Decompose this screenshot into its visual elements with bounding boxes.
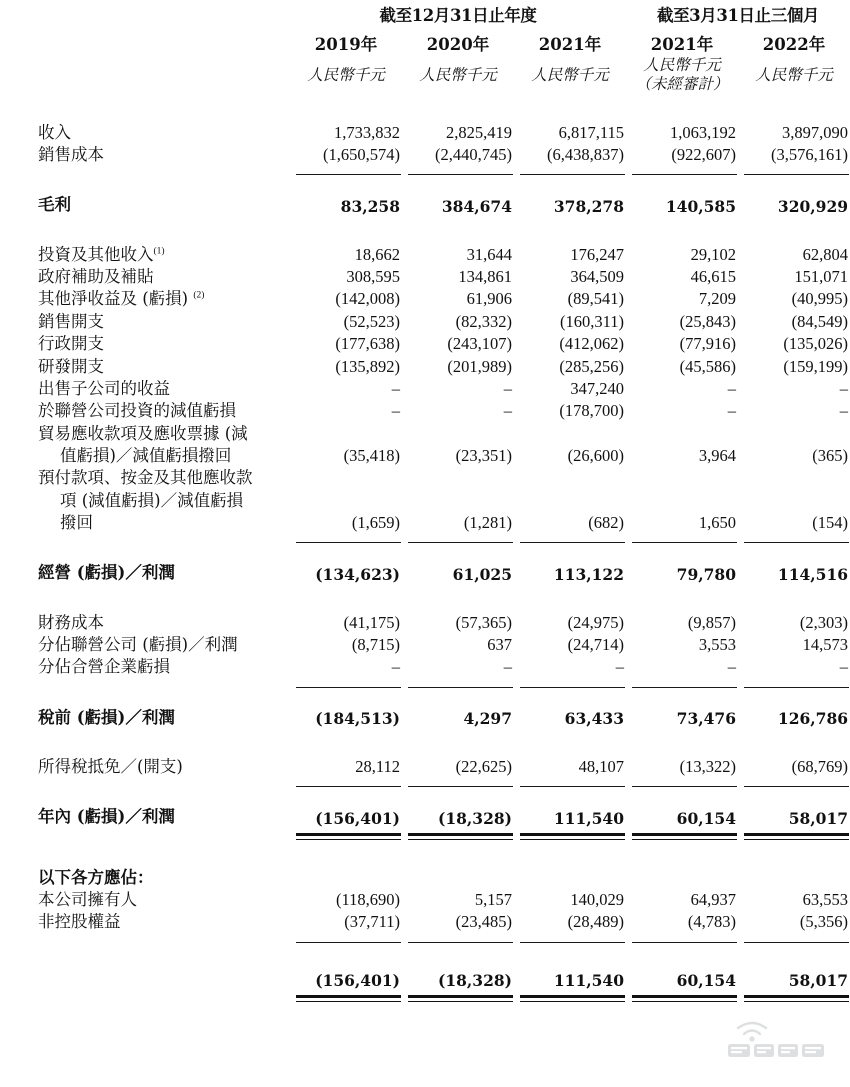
cell-value: (178,700) <box>559 401 624 421</box>
total-rule-net-profit <box>38 829 850 840</box>
row-label <box>38 467 290 534</box>
cell-value: 3,553 <box>698 634 736 654</box>
cell-value: (28,489) <box>567 912 624 932</box>
header-year-row <box>38 31 850 56</box>
cell-value: 48,107 <box>578 756 624 776</box>
cell-value: 5,157 <box>474 890 512 909</box>
cell-value: 126,786 <box>777 708 849 728</box>
cell-value: 140,585 <box>665 196 736 216</box>
cell-value: (142,008) <box>335 289 400 309</box>
cell-value: (52,523) <box>343 311 400 331</box>
row-label: 以下各方應佔： <box>38 867 154 887</box>
table-row-cost-of-sales <box>38 144 850 166</box>
row-label: 分佔合營企業虧損 <box>38 657 170 677</box>
header-corner-blank <box>38 0 290 31</box>
spacer-after-gross-profit <box>38 217 850 244</box>
cell-value: (4,783) <box>687 912 736 932</box>
cell-value: (84,549) <box>791 311 849 331</box>
cell-value: 2,825,419 <box>446 122 512 142</box>
header-group-quarterly: 截至3月31日止三個月 <box>656 6 820 25</box>
spacer-before-operating <box>38 543 850 562</box>
cell-value: (45,586) <box>679 356 736 376</box>
header-unit-2021-annual <box>514 56 626 95</box>
cell-value: (89,541) <box>567 289 624 309</box>
row-label-line1: 預付款項、按金及其他應收款 <box>38 468 253 488</box>
cell-value: (35,418) <box>343 445 400 465</box>
header-unit-text: 人民幣千元 <box>307 66 385 84</box>
table-row-profit-before-tax <box>38 707 850 729</box>
table-row-net-profit <box>38 806 850 828</box>
table-row-non-controlling-interests <box>38 911 850 933</box>
cell-value: 134,861 <box>458 267 512 287</box>
row-label: 銷售成本 <box>38 145 104 165</box>
cell-value: – <box>839 378 849 398</box>
cell-value: (1,650,574) <box>323 145 400 165</box>
subtotal-rule-operating <box>38 534 850 543</box>
row-label: 收入 <box>38 122 71 142</box>
double-rule-line <box>632 995 737 1001</box>
cell-value: 308,595 <box>346 267 400 287</box>
row-label: 研發開支 <box>38 356 104 376</box>
header-unit-2020 <box>402 56 514 95</box>
spacer-before-gross-profit <box>38 175 850 194</box>
cell-value: 111,540 <box>553 808 624 828</box>
cell-value: 176,247 <box>570 244 624 264</box>
header-year-2019: 2019年 <box>314 35 378 54</box>
cell-value: – <box>727 401 736 421</box>
spacer-after-header <box>38 95 850 122</box>
header-unit-blank <box>38 56 290 95</box>
cell-value: 61,025 <box>452 564 512 584</box>
cell-value: 14,573 <box>802 634 849 654</box>
cell-value: (201,989) <box>447 356 512 376</box>
row-label: 行政開支 <box>38 334 104 354</box>
cell-value: (156,401) <box>315 970 400 990</box>
cell-value: 3,897,090 <box>782 122 849 142</box>
cell-value: (40,995) <box>791 289 849 309</box>
cell-value: (1,659) <box>351 512 400 532</box>
row-label: 政府補助及補貼 <box>38 267 154 287</box>
row-label <box>38 970 290 991</box>
spacer-before-attribution <box>38 840 850 867</box>
income-statement-table <box>38 0 850 1002</box>
table-row-government-grants <box>38 266 850 288</box>
row-label: 經營 (虧損)／利潤 <box>38 563 175 583</box>
cell-value: (25,843) <box>679 311 736 331</box>
cell-value: 6,817,115 <box>558 122 624 142</box>
header-group-row <box>38 0 850 31</box>
table-row-share-of-joint-ventures <box>38 656 850 678</box>
cell-value: (5,356) <box>799 912 849 932</box>
row-label: 分佔聯營公司 (虧損)／利潤 <box>38 634 238 654</box>
cell-value: (3,576,161) <box>771 145 849 165</box>
cell-value: 1,650 <box>698 512 736 532</box>
cell-value: 28,112 <box>355 756 400 776</box>
cell-value: (1,281) <box>463 512 512 532</box>
double-rule-line <box>520 995 625 1001</box>
cell-value: 114,516 <box>777 564 849 584</box>
header-year-2022-q1: 2022年 <box>762 35 826 54</box>
header-group-annual: 截至12月31日止年度 <box>379 6 537 25</box>
row-label-line3: 撥回 <box>60 512 93 532</box>
header-unit-text: 人民幣千元 <box>755 66 833 84</box>
cell-value: (23,485) <box>455 912 512 932</box>
cell-value: (156,401) <box>315 808 400 828</box>
cell-value: 1,063,192 <box>670 122 736 142</box>
row-label: 稅前 (虧損)／利潤 <box>38 707 175 727</box>
table-row-rd-expenses <box>38 356 850 378</box>
cell-value: (135,026) <box>783 334 849 354</box>
double-rule-line <box>744 995 849 1001</box>
row-label: 本公司擁有人 <box>38 890 137 909</box>
cell-value: 347,240 <box>570 378 624 398</box>
cell-value: 62,804 <box>802 244 849 264</box>
cell-value: (37,711) <box>344 912 400 932</box>
cell-value: (159,199) <box>783 356 849 376</box>
cell-blank <box>402 867 514 889</box>
header-unit-2019 <box>290 56 402 95</box>
cell-value: 64,937 <box>690 890 736 909</box>
cell-value: (9,857) <box>687 612 736 632</box>
spacer-before-net-profit <box>38 787 850 806</box>
cell-blank <box>738 867 850 889</box>
cell-value: (922,607) <box>671 145 736 165</box>
table-row-impairment-associate <box>38 400 850 422</box>
cell-value: 637 <box>487 634 512 654</box>
cell-value: – <box>727 378 736 398</box>
cell-value: – <box>503 657 512 677</box>
row-label: 財務成本 <box>38 612 104 632</box>
cell-value: (68,769) <box>791 756 849 776</box>
row-label <box>38 288 290 310</box>
cell-value: (23,351) <box>455 445 512 465</box>
table-row-attribution-total <box>38 970 850 991</box>
header-year-2020: 2020年 <box>426 35 490 54</box>
row-label: 年內 (虧損)／利潤 <box>38 807 175 827</box>
table-row-selling-expenses <box>38 311 850 333</box>
cell-value: (118,690) <box>335 890 400 909</box>
spacer-before-pretax <box>38 688 850 707</box>
cell-value: 60,154 <box>676 970 736 990</box>
cell-value: (365) <box>812 445 849 465</box>
cell-value: (82,332) <box>455 311 512 331</box>
cell-value: – <box>391 401 400 421</box>
cell-value: – <box>615 657 624 677</box>
cell-value: 73,476 <box>676 708 736 728</box>
cell-value: (412,062) <box>559 334 624 354</box>
publisher-watermark <box>716 1013 836 1069</box>
table-row-share-of-associates <box>38 634 850 656</box>
table-row-finance-costs <box>38 612 850 634</box>
header-unaudited-note: （未經審計） <box>635 76 729 94</box>
cell-blank <box>290 867 402 889</box>
cell-value: (8,715) <box>351 634 400 654</box>
double-rule-line <box>408 995 513 1001</box>
cell-value: (57,365) <box>455 612 512 632</box>
cell-value: – <box>839 401 849 421</box>
header-unit-text: 人民幣千元 <box>419 66 497 84</box>
table-row-gross-profit <box>38 194 850 216</box>
cell-value: (24,975) <box>567 612 624 632</box>
footnote-marker: (1) <box>153 246 165 257</box>
cell-value: 60,154 <box>676 808 736 828</box>
row-label-text: 投資及其他收入 <box>38 244 154 264</box>
cell-value: (184,513) <box>315 708 400 728</box>
row-label: 所得稅抵免／(開支) <box>38 756 183 776</box>
cell-value: 384,674 <box>441 196 512 216</box>
row-label: 毛利 <box>38 195 71 215</box>
header-unit-text: 人民幣千元 <box>643 57 721 74</box>
subtotal-rule-net-profit <box>38 778 850 787</box>
cell-value: (6,438,837) <box>547 145 624 165</box>
cell-value: 63,553 <box>802 890 849 909</box>
row-label: 銷售開支 <box>38 311 104 331</box>
cell-value: (2,303) <box>799 612 849 632</box>
row-label-line1: 貿易應收款項及應收票據 (減 <box>38 423 248 443</box>
cell-value: (13,322) <box>679 756 736 776</box>
cell-value: 111,540 <box>553 970 624 990</box>
spacer-before-attribution-total <box>38 943 850 970</box>
cell-value: – <box>391 378 400 398</box>
cell-value: 364,509 <box>570 267 624 287</box>
row-label: 非控股權益 <box>38 912 121 932</box>
cell-value: 58,017 <box>788 808 849 828</box>
cell-value: – <box>839 657 849 677</box>
cell-value: 4,297 <box>463 708 512 728</box>
header-year-blank <box>38 31 290 56</box>
cell-value: (285,256) <box>559 356 624 376</box>
cell-value: (154) <box>812 512 849 532</box>
double-rule-line <box>296 995 401 1001</box>
cell-blank <box>626 867 738 889</box>
cell-value: (682) <box>588 512 624 532</box>
cell-value: 18,662 <box>354 244 400 264</box>
cell-value: – <box>391 657 400 677</box>
total-rule-attribution <box>38 991 850 1002</box>
cell-value: (77,916) <box>679 334 736 354</box>
cell-value: 79,780 <box>676 564 736 584</box>
cell-value: 83,258 <box>340 196 400 216</box>
cell-value: (41,175) <box>343 612 400 632</box>
cell-value: (18,328) <box>438 970 512 990</box>
cell-value: 7,209 <box>698 289 736 309</box>
table-row-operating-profit <box>38 562 850 584</box>
table-row-other-net-gains-losses <box>38 288 850 310</box>
row-label <box>38 423 290 468</box>
cell-value: 320,929 <box>777 196 849 216</box>
cell-value: (22,625) <box>455 756 512 776</box>
cell-value: (177,638) <box>335 334 400 354</box>
header-unit-2022-q1 <box>738 56 850 95</box>
header-unit-2021-q1 <box>626 56 738 95</box>
cell-value: (160,311) <box>559 311 624 331</box>
subtotal-rule-pretax <box>38 679 850 688</box>
cell-value: – <box>503 378 512 398</box>
table-row-prepayments-impairment <box>38 467 850 534</box>
table-row-revenue <box>38 122 850 144</box>
cell-value: 140,029 <box>570 890 624 909</box>
cell-value: 113,122 <box>553 564 624 584</box>
cell-value: 46,615 <box>690 267 736 287</box>
cell-value: 1,733,832 <box>334 122 400 142</box>
table-row-owners-of-company <box>38 889 850 911</box>
table-row-gain-on-disposal-subsidiary <box>38 378 850 400</box>
cell-value: 29,102 <box>690 244 736 264</box>
row-label: 於聯營公司投資的減值虧損 <box>38 401 236 421</box>
table-row-admin-expenses <box>38 333 850 355</box>
cell-value: – <box>503 401 512 421</box>
header-unit-row <box>38 56 850 95</box>
row-label-text: 其他淨收益及 (虧損) <box>38 289 189 309</box>
spacer-after-pretax <box>38 729 850 756</box>
footnote-marker: (2) <box>193 290 205 301</box>
cell-value: (134,623) <box>315 564 400 584</box>
cell-value: 151,071 <box>794 267 849 287</box>
cell-value: (26,600) <box>567 445 624 465</box>
header-unit-text: 人民幣千元 <box>531 66 609 84</box>
cell-value: (135,892) <box>335 356 400 376</box>
header-year-2021-annual: 2021年 <box>538 35 602 54</box>
cell-value: (24,714) <box>567 634 624 654</box>
row-label-line2: 項 (減值虧損)／減值虧損 <box>60 490 244 510</box>
cell-value: 378,278 <box>553 196 624 216</box>
row-label-line2: 值虧損)／減值虧損撥回 <box>60 445 232 465</box>
cell-value: (2,440,745) <box>435 145 512 165</box>
cell-value: (18,328) <box>438 808 512 828</box>
table-row-trade-receivables-impairment <box>38 423 850 468</box>
row-label: 出售子公司的收益 <box>38 378 170 398</box>
table-row-attribution-title <box>38 867 850 889</box>
table-row-income-tax <box>38 756 850 778</box>
cell-blank <box>514 867 626 889</box>
cell-value: 3,964 <box>698 445 736 465</box>
cell-value: 58,017 <box>788 970 849 990</box>
subtotal-rule-gross-profit <box>38 166 850 175</box>
cell-value: (243,107) <box>447 334 512 354</box>
subtotal-rule-attribution <box>38 934 850 943</box>
header-year-2021-q1: 2021年 <box>650 35 714 54</box>
cell-value: 31,644 <box>466 244 512 264</box>
cell-value: 63,433 <box>564 708 624 728</box>
spacer-after-operating <box>38 585 850 612</box>
cell-value: – <box>727 657 736 677</box>
cell-value: 61,906 <box>466 289 512 309</box>
row-label <box>38 244 290 266</box>
table-row-investment-income <box>38 244 850 266</box>
